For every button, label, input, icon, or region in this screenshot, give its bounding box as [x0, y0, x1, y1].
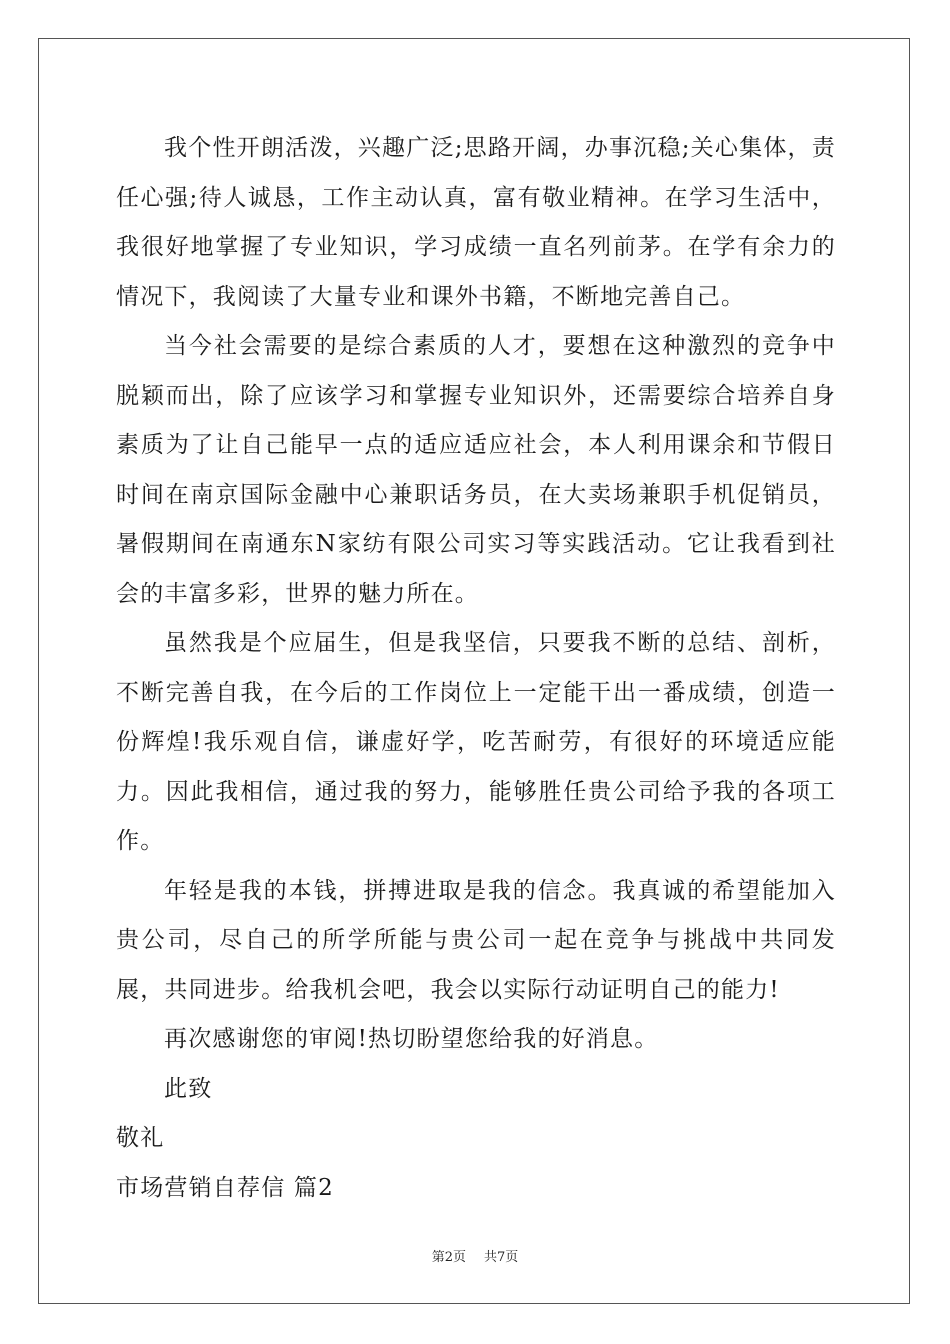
document-body	[116, 124, 836, 1213]
page-number: 第2页	[431, 1250, 466, 1265]
page-total: 共7页	[484, 1250, 519, 1265]
paragraph-1: 我个性开朗活泼，兴趣广泛;思路开阔，办事沉稳;关心集体，责任心强;待人诚恳，工作主动认真，富有敬业精神。在学习生活中，我很好地掌握了专业知识，学习成绩一直名列前茅。在学有余力的情况下，我阅读了大量专业和课外书籍，不断地完善自己。	[116, 135, 836, 310]
closing-line: 再次感谢您的审阅!热切盼望您给我的好消息。	[164, 1026, 659, 1052]
regards: 敬礼	[116, 1125, 165, 1151]
paragraph-4: 年轻是我的本钱，拼搏进取是我的信念。我真诚的希望能加入贵公司，尽自己的所学所能与贵公司一起在竞争与挑战中共同发展，共同进步。给我机会吧，我会以实际行动证明自己的能力!	[116, 877, 836, 1003]
section-title: 市场营销自荐信 篇2	[116, 1174, 334, 1201]
paragraph-2: 当今社会需要的是综合素质的人才，要想在这种激烈的竞争中脱颖而出，除了应该学习和掌握专业知识外，还需要综合培养自身素质为了让自己能早一点的适应适应社会，本人利用课余和节假日时间在南京国际金融中心兼职话务员，在大卖场兼职手机促销员，暑假期间在南通东N家纺有限公司实习等实践活动。它让我看到社会的丰富多彩，世界的魅力所在。	[116, 333, 836, 607]
salutation: 此致	[164, 1075, 213, 1102]
paragraph-3: 虽然我是个应届生，但是我坚信，只要我不断的总结、剖析，不断完善自我，在今后的工作岗位上一定能干出一番成绩，创造一份辉煌!我乐观自信，谦虚好学，吃苦耐劳，有很好的环境适应能力。因此我相信，通过我的努力，能够胜任贵公司给予我的各项工作。	[116, 630, 836, 854]
page-footer	[0, 1246, 950, 1265]
